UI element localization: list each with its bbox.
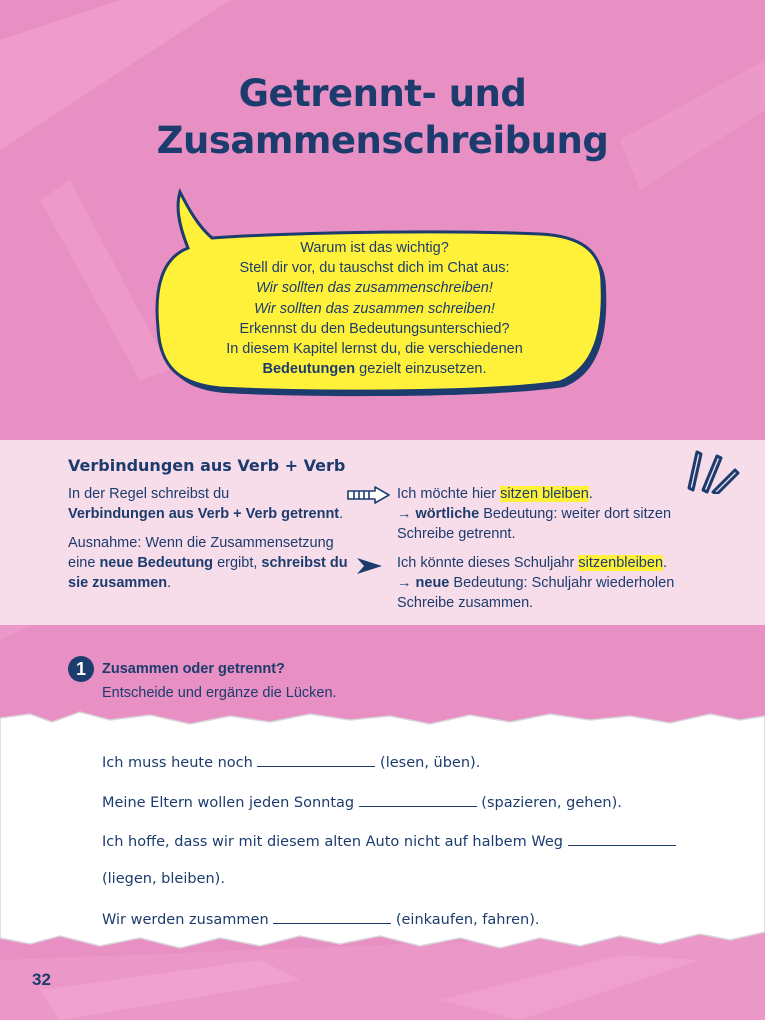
bubble-line: In diesem Kapitel lernst du, die verschiedenen bbox=[226, 341, 523, 358]
example-text: Ich möchte hier bbox=[397, 486, 501, 502]
exercise-instruction: Entscheide und ergänze die Lücken. bbox=[102, 685, 337, 701]
line-text: Ich muss heute noch bbox=[102, 755, 258, 771]
rule-text: Ausnahme: Wenn die Zusammensetzung eine bbox=[68, 535, 334, 571]
rule-heading: Verbindungen aus Verb + Verb bbox=[68, 456, 346, 475]
page-number: 32 bbox=[32, 970, 51, 989]
bubble-line: Stell dir vor, du tauschst dich im Chat aus: bbox=[239, 260, 510, 277]
line-text: Wir werden zusammen bbox=[102, 912, 274, 928]
exercise-title: Zusammen oder getrennt? bbox=[102, 661, 285, 677]
rule-bold-text: schreibst du sie zusammen bbox=[68, 555, 348, 591]
example-highlight: sitzenbleiben bbox=[578, 555, 664, 571]
example-text: . bbox=[663, 555, 668, 571]
title-line-2: Zusammenschreibung bbox=[156, 119, 609, 162]
exercise-line-1 bbox=[102, 752, 480, 771]
bubble-line: Erkennst du den Bedeutungsunterschied? bbox=[239, 320, 510, 337]
example-text: Ich könnte dieses Schuljahr bbox=[397, 555, 579, 571]
example-2 bbox=[397, 553, 707, 613]
rule-paragraph-2 bbox=[68, 533, 353, 593]
line-text: (spazieren, gehen). bbox=[476, 795, 622, 811]
bubble-text bbox=[182, 238, 567, 379]
answer-blank[interactable] bbox=[359, 792, 477, 807]
rule-bold-text: Verbindungen aus Verb + Verb getrennt bbox=[68, 506, 340, 522]
bubble-line-rest: gezielt einzusetzen. bbox=[355, 361, 487, 378]
bubble-bold-word: Bedeutungen bbox=[262, 361, 356, 378]
striped-arrow-icon bbox=[347, 486, 391, 504]
rule-examples bbox=[397, 484, 707, 622]
line-text: (einkaufen, fahren). bbox=[391, 912, 540, 928]
title-line-1: Getrennt- und bbox=[238, 72, 527, 115]
example-highlight: sitzen bleiben bbox=[500, 486, 589, 502]
line-text: Meine Eltern wollen jeden Sonntag bbox=[102, 795, 359, 811]
arrowhead-icon bbox=[355, 557, 383, 575]
example-bold: neue bbox=[415, 575, 450, 591]
answer-blank[interactable] bbox=[257, 752, 375, 767]
rule-bold-text: neue Bedeutung bbox=[99, 555, 214, 571]
bubble-line: Warum ist das wichtig? bbox=[300, 240, 449, 256]
exercise-line-4: (liegen, bleiben). bbox=[102, 871, 225, 887]
result-arrow: → bbox=[397, 506, 416, 522]
line-text: Ich hoffe, dass wir mit diesem alten Auto nicht auf halbem Weg bbox=[102, 834, 568, 850]
example-text: . bbox=[588, 486, 593, 502]
page-title bbox=[0, 70, 765, 164]
exercise-number-badge: 1 bbox=[68, 656, 94, 682]
rule-explanation bbox=[68, 484, 353, 602]
rule-text: In der Regel schreibst du bbox=[68, 486, 230, 502]
example-bold: wörtliche bbox=[415, 506, 480, 522]
exercise-line-3 bbox=[102, 831, 676, 850]
bubble-line bbox=[182, 359, 567, 379]
rule-paragraph-1 bbox=[68, 484, 353, 524]
answer-blank[interactable] bbox=[568, 831, 676, 846]
example-text: Bedeutung: weiter dort sitzen bbox=[479, 506, 672, 522]
example-note: Schreibe getrennt. bbox=[397, 526, 516, 542]
rule-text: ergibt, bbox=[213, 555, 262, 571]
exercise-line-2 bbox=[102, 792, 622, 811]
example-text: Bedeutung: Schuljahr wiederholen bbox=[449, 575, 675, 591]
example-1 bbox=[397, 484, 707, 544]
result-arrow: → bbox=[397, 575, 416, 591]
bubble-line-italic: Wir sollten das zusammen schreiben! bbox=[254, 300, 495, 317]
example-note: Schreibe zusammen. bbox=[397, 595, 534, 611]
exercise-line-5 bbox=[102, 909, 540, 928]
answer-blank[interactable] bbox=[273, 909, 391, 924]
bubble-line-italic: Wir sollten das zusammenschreiben! bbox=[256, 280, 493, 297]
rule-text: . bbox=[167, 575, 172, 591]
rule-text: . bbox=[339, 506, 344, 522]
line-text: (lesen, üben). bbox=[375, 755, 481, 771]
